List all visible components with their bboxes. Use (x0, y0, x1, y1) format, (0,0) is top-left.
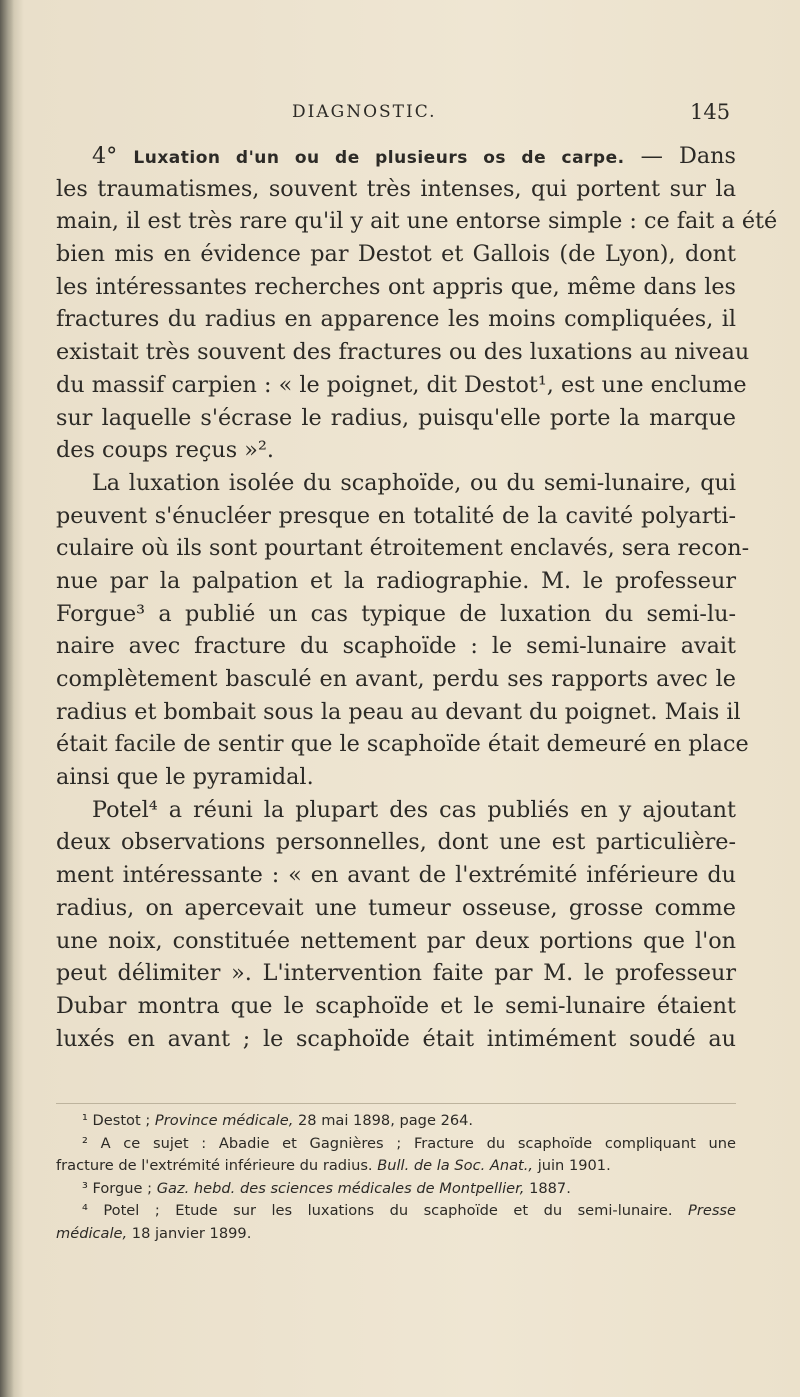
text-line: des coups reçus »². (56, 437, 274, 464)
text-line: sur laquelle s'écrase le radius, puisqu'elle porte la marque (56, 404, 736, 431)
text-line: radius, on apercevait une tumeur osseuse, grosse comme (56, 894, 736, 921)
heading-number: 4° (92, 143, 118, 169)
section-heading-line (56, 140, 736, 173)
text-line: nue par la palpation et la radiographie. M. le professeur (56, 567, 736, 594)
footnote-detail: 1887. (529, 1179, 571, 1197)
footnote-marker: ³ (82, 1179, 88, 1197)
text-line: existait très souvent des fractures ou des luxations au niveau (56, 339, 750, 366)
text-line: naire avec fracture du scaphoïde : le semi-lunaire avait (56, 633, 736, 660)
footnote-text: fracture de l'extrémité inférieure du radius. (56, 1157, 373, 1174)
text-line: du massif carpien : « le poignet, dit Destot¹, est une enclume (56, 371, 747, 398)
footnote-source: Presse (688, 1202, 737, 1219)
footnote-author: Forgue ; (92, 1179, 153, 1197)
text-line: deux observations personnelles, dont une est particulière- (56, 829, 736, 856)
footnotes (56, 1110, 736, 1245)
text-line: était facile de sentir que le scaphoïde était demeuré en place (56, 731, 749, 758)
paragraph-start: Potel⁴ a réuni la plupart des cas publiés en y ajoutant (92, 796, 736, 823)
text-line: une noix, constituée nettement par deux portions que l'on (56, 927, 736, 954)
footnote-detail: juin 1901. (537, 1157, 611, 1174)
footnote-author: Destot ; (92, 1112, 151, 1129)
footnote-detail: 28 mai 1898, page 264. (298, 1112, 474, 1129)
footnote-source: médicale, (56, 1224, 128, 1242)
paragraph-start: La luxation isolée du scaphoïde, ou du semi-lunaire, qui (92, 469, 736, 496)
text-line: ainsi que le pyramidal. (56, 764, 314, 791)
footnote-marker: ⁴ (82, 1202, 88, 1219)
text-line: les intéressantes recherches ont appris que, même dans les (56, 273, 736, 300)
footnote-marker: ¹ (82, 1112, 88, 1129)
footnote-source: Bull. de la Soc. Anat., (377, 1157, 534, 1174)
footnote-3 (56, 1178, 736, 1201)
text-line: fractures du radius en apparence les moins compliquées, il (56, 306, 736, 333)
footnote-source: Province médicale, (154, 1112, 294, 1129)
binding-gutter-shadow (0, 0, 14, 1397)
text-line: radius et bombait sous la peau au devant du poignet. Mais il (56, 698, 741, 725)
page-header (0, 100, 800, 130)
footnote-divider (56, 1103, 736, 1104)
footnote-author: Potel ; Etude sur les luxations du scaphoïde et du semi-lunaire. (103, 1202, 673, 1219)
text-line: main, il est très rare qu'il y ait une entorse simple : ce fait a été (56, 208, 778, 235)
text-line: culaire où ils sont pourtant étroitement enclavés, sera recon- (56, 535, 750, 562)
footnote-4 (56, 1200, 736, 1223)
heading-continuation: — Dans (640, 143, 736, 169)
text-line: complètement basculé en avant, perdu ses rapports avec le (56, 666, 736, 692)
text-line: peut délimiter ». L'intervention faite par M. le professeur (56, 960, 736, 987)
footnote-source: Gaz. hebd. des sciences médicales de Montpellier, (156, 1179, 525, 1197)
text-line: bien mis en évidence par Destot et Gallois (de Lyon), dont (56, 241, 736, 268)
running-title: DIAGNOSTIC. (292, 102, 437, 122)
footnote-2 (56, 1133, 736, 1156)
footnote-detail: 18 janvier 1899. (131, 1224, 252, 1242)
text-line: Dubar montra que le scaphoïde et le semi-lunaire étaient (56, 992, 736, 1019)
text-line: les traumatismes, souvent très intenses, qui portent sur la (56, 175, 736, 202)
text-line: Forgue³ a publié un cas typique de luxation du semi-lu- (56, 600, 736, 627)
section-heading: Luxation d'un ou de plusieurs os de carpe. (133, 148, 625, 168)
footnote-marker: ² (82, 1134, 88, 1152)
text-line: peuvent s'énucléer presque en totalité de la cavité polyarti- (56, 502, 736, 529)
page-number: 145 (690, 100, 731, 124)
body-text (56, 140, 778, 1055)
footnote-text: A ce sujet : Abadie et Gagnières ; Fracture du scaphoïde compliquant une (100, 1134, 736, 1152)
footnote-4-continued (56, 1223, 736, 1246)
text-line: luxés en avant ; le scaphoïde était intimément soudé au (56, 1025, 736, 1052)
text-line: ment intéressante : « en avant de l'extrémité inférieure du (56, 862, 736, 889)
footnote-2-continued (56, 1155, 736, 1178)
footnote-1 (56, 1110, 736, 1133)
